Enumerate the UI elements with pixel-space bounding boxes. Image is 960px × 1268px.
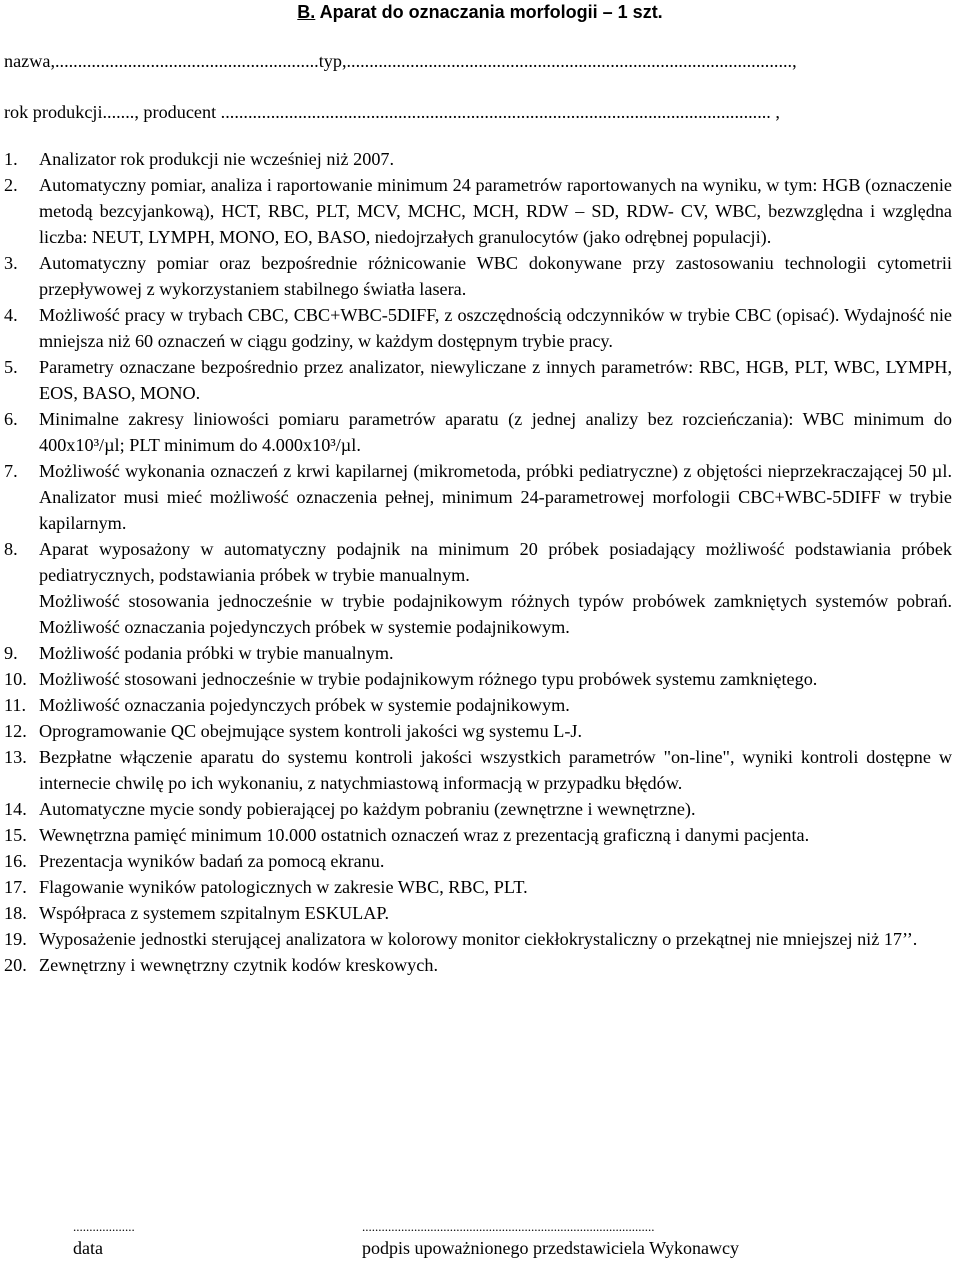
item-number: 8. (4, 539, 18, 559)
item-text (39, 822, 952, 848)
item-paragraph: Aparat wyposażony w automatyczny podajnik na minimum 20 próbek posiadający możliwość podstawiania próbek pediatrycznych, podstawiania próbek w trybie manualnym. (39, 539, 952, 585)
item-paragraph: Możliwość oznaczania pojedynczych próbek w systemie podajnikowym. (39, 695, 570, 715)
item-number: 17. (4, 877, 27, 897)
item-number: 7. (4, 461, 18, 481)
list-item (4, 302, 952, 354)
name-type-line: nazwa,..........................................................typ,.................................................................................................., (4, 51, 797, 71)
list-item (4, 718, 952, 744)
item-number: 15. (4, 825, 27, 845)
item-paragraph: Możliwość pracy w trybach CBC, CBC+WBC-5DIFF, z oszczędnością odczynników w trybie CBC (opisać). Wydajność nie mniejsza niż 60 oznaczeń w ciągu godziny, w każdym dostępnym trybie pracy. (39, 305, 952, 351)
item-text (39, 666, 952, 692)
item-number: 18. (4, 903, 27, 923)
year-producer-line: rok produkcji......., producent ......................................................................................................................... , (4, 102, 780, 122)
signature-dots: .......................................................................................... (362, 1219, 655, 1234)
item-text (39, 354, 952, 406)
item-number: 6. (4, 409, 18, 429)
item-number: 2. (4, 175, 18, 195)
item-paragraph: Parametry oznaczane bezpośrednio przez analizator, niewyliczane z innych parametrów: RBC, HGB, PLT, WBC, LYMPH, EOS, BASO, MONO. (39, 357, 952, 403)
item-text (39, 848, 952, 874)
item-paragraph: Wewnętrzna pamięć minimum 10.000 ostatnich oznaczeń wraz z prezentacją graficzną i danymi pacjenta. (39, 825, 810, 845)
item-text (39, 796, 952, 822)
item-paragraph: Możliwość podania próbki w trybie manualnym. (39, 643, 394, 663)
item-text (39, 146, 952, 172)
item-paragraph: Wyposażenie jednostki sterującej analizatora w kolorowy monitor ciekłokrystaliczny o przekątnej nie mniejszej niż 17’’. (39, 929, 918, 949)
list-item (4, 250, 952, 302)
item-text (39, 172, 952, 250)
list-item (4, 796, 952, 822)
list-item (4, 692, 952, 718)
item-text (39, 640, 952, 666)
document-title (0, 0, 960, 24)
section-letter: B. (297, 2, 316, 22)
item-paragraph: Bezpłatne włączenie aparatu do systemu kontroli jakości wszystkich parametrów "on-line", wyniki kontroli dostępne w internecie chwilę po ich wykonaniu, z natychmiastową informacją w przypadku błędów. (39, 747, 952, 793)
item-text (39, 744, 952, 796)
item-paragraph: Analizator rok produkcji nie wcześniej niż 2007. (39, 149, 395, 169)
item-number: 16. (4, 851, 27, 871)
list-item (4, 926, 952, 952)
item-number: 3. (4, 253, 18, 273)
item-paragraph: Możliwość stosowania jednocześnie w trybie podajnikowym różnych typów probówek zamkniętych systemów pobrań. Możliwość oznaczania pojedynczych próbek w systemie podajnikowym. (39, 591, 952, 637)
item-paragraph: Automatyczne mycie sondy pobierającej po każdym pobraniu (zewnętrzne i wewnętrzne). (39, 799, 696, 819)
item-paragraph: Prezentacja wyników badań za pomocą ekranu. (39, 851, 385, 871)
list-item (4, 666, 952, 692)
item-text (39, 458, 952, 536)
item-text (39, 536, 952, 640)
item-paragraph: Automatyczny pomiar, analiza i raportowanie minimum 24 parametrów raportowanych na wyniku, w tym: HGB (oznaczenie metodą bezcyjankową), HCT, RBC, PLT, MCV, MCHC, MCH, RDW – SD, RDW- CV, WBC, bezwzględna i względna liczba: NEUT, LYMPH, MONO, EO, BASO, niedojrzałych granulocytów (jako odrębnej populacji). (39, 175, 952, 247)
list-item (4, 744, 952, 796)
date-dots: ................... (73, 1219, 135, 1234)
item-number: 19. (4, 929, 27, 949)
item-paragraph: Możliwość stosowani jednocześnie w trybie podajnikowym różnego typu probówek systemu zamkniętego. (39, 669, 818, 689)
list-item (4, 536, 952, 640)
item-text (39, 718, 952, 744)
list-item (4, 146, 952, 172)
item-paragraph: Zewnętrzny i wewnętrzny czytnik kodów kreskowych. (39, 955, 438, 975)
item-number: 9. (4, 643, 18, 663)
list-item (4, 848, 952, 874)
item-number: 10. (4, 669, 27, 689)
item-text (39, 952, 952, 978)
list-item (4, 874, 952, 900)
item-number: 1. (4, 149, 18, 169)
requirements-list (4, 146, 952, 978)
date-label: data (73, 1238, 103, 1258)
item-number: 13. (4, 747, 27, 767)
date-block (73, 1218, 135, 1260)
item-number: 12. (4, 721, 27, 741)
item-number: 14. (4, 799, 27, 819)
item-paragraph: Współpraca z systemem szpitalnym ESKULAP. (39, 903, 390, 923)
list-item (4, 406, 952, 458)
item-paragraph: Flagowanie wyników patologicznych w zakresie WBC, RBC, PLT. (39, 877, 528, 897)
item-paragraph: Automatyczny pomiar oraz bezpośrednie różnicowanie WBC dokonywane przy zastosowaniu technologii cytometrii przepływowej z wykorzystaniem stabilnego światła lasera. (39, 253, 952, 299)
item-number: 20. (4, 955, 27, 975)
item-text (39, 926, 952, 952)
item-paragraph: Minimalne zakresy liniowości pomiaru parametrów aparatu (z jednej analizy bez rozcieńczania): WBC minimum do 400x10³/µl; PLT minimum do 4.000x10³/µl. (39, 409, 952, 455)
item-text (39, 692, 952, 718)
list-item (4, 458, 952, 536)
item-number: 5. (4, 357, 18, 377)
item-paragraph: Możliwość wykonania oznaczeń z krwi kapilarnej (mikrometoda, próbki pediatryczne) z objętości nieprzekraczającej 50 µl. Analizator musi mieć możliwość oznaczenia pełnej, minimum 24-parametrowej morfologii CBC+WBC-5DIFF w trybie kapilarnym. (39, 461, 952, 533)
item-paragraph: Oprogramowanie QC obejmujące system kontroli jakości wg systemu L-J. (39, 721, 582, 741)
item-text (39, 250, 952, 302)
list-item (4, 640, 952, 666)
item-text (39, 900, 952, 926)
list-item (4, 952, 952, 978)
item-number: 4. (4, 305, 18, 325)
list-item (4, 172, 952, 250)
item-text (39, 874, 952, 900)
list-item (4, 900, 952, 926)
item-number: 11. (4, 695, 27, 715)
signature-block (362, 1218, 739, 1260)
list-item (4, 354, 952, 406)
title-text: Aparat do oznaczania morfologii – 1 szt. (315, 2, 663, 22)
list-item (4, 822, 952, 848)
item-text (39, 302, 952, 354)
item-text (39, 406, 952, 458)
signature-label: podpis upoważnionego przedstawiciela Wykonawcy (362, 1238, 739, 1258)
